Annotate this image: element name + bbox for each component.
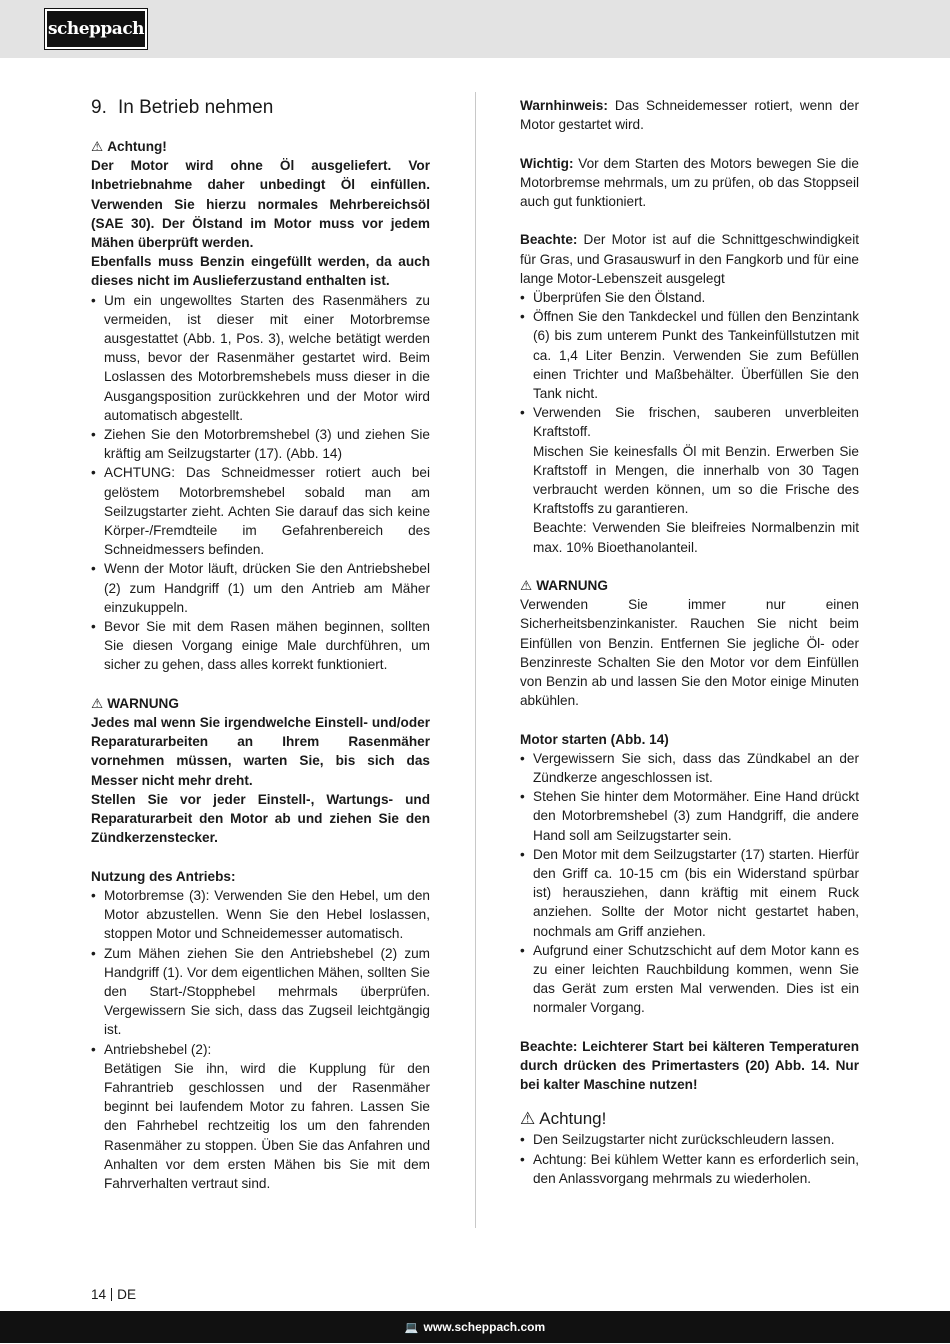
list-item (91, 1040, 430, 1194)
list-item: • Überprüfen Sie den Ölstand. (520, 288, 859, 307)
list-item: • Motorbremse (3): Verwenden Sie den Hebel, um den Motor abzustellen. Wenn Sie den Hebel loslassen, stoppen Motor und Schneidemesser automatisch. (91, 886, 430, 944)
bottom-bar (0, 1311, 950, 1343)
beachte-bullets (520, 288, 859, 557)
list-item: • Um ein ungewolltes Starten des Rasenmähers zu vermeiden, ist dieser mit einer Motorbremse ausgestattet (Abb. 1, Pos. 3), welche betätigt werden muss, bevor der Rasenmäher gestartet wird. Beim Loslassen des Motorbremshebels muss dieser in die Ausgangsposition zurückkehren und der Motor wird automatisch abgestellt. (91, 291, 430, 425)
wichtig-paragraph: Wichtig: Vor dem Starten des Motors bewegen Sie die Motorbremse mehrmals, um zu prüfen, ob das Stoppseil auch gut funktioniert. (520, 155, 859, 209)
achtung-text-1: Der Motor wird ohne Öl ausgeliefert. Vor Inbetriebnahme daher unbedingt Öl einfüllen. Verwenden Sie hierzu normales Mehrbereichsöl (SAE 30). Der Ölstand im Motor muss vor jedem Mähen überprüft werden. (91, 158, 430, 251)
list-item: • Den Seilzugstarter nicht zurückschleudern lassen. (520, 1130, 859, 1149)
warning-triangle-icon: ⚠ (520, 578, 533, 594)
list-item: • Öffnen Sie den Tankdeckel und füllen den Benzintank (6) bis zum unterem Punkt des Tankeinfüllstutzen mit ca. 1,4 Liter Benzin. Verwenden Sie zum Befüllen einen Trichter und Maßbehälter. Überfüllen Sie den Tank nicht. (520, 307, 859, 403)
antrieb-bullets (91, 886, 430, 1193)
warnhinweis-paragraph: Warnhinweis: Das Schneidemesser rotiert, wenn der Motor gestartet wird. (520, 98, 859, 133)
warnung-text-1: Jedes mal wenn Sie irgendwelche Einstell- und/oder Reparaturarbeiten an Ihrem Rasenmäher vornehmen müssen, warten Sie, bis sich das Messer nicht mehr dreht. (91, 715, 430, 788)
list-item: • Achtung: Bei kühlem Wetter kann es erforderlich sein, den Anlassvorgang mehrmals zu wiederholen. (520, 1150, 859, 1188)
beachte-paragraph: Beachte: Der Motor ist auf die Schnittgeschwindigkeit für Gras, und Grasauswurf in den Fangkorb und für eine lange Motor-Lebenszeit ausgelegt (520, 232, 859, 286)
warning-triangle-icon: ⚠ (91, 139, 104, 154)
warnung-heading: ⚠ WARNUNG (91, 694, 430, 713)
list-item: • Aufgrund einer Schutzschicht auf dem Motor kann es zu einer leichten Rauchbildung kommen, wenn Sie das Gerät zum ersten Mal verwenden. Dies ist ein normaler Vorgang. (520, 941, 859, 1018)
warnung-text: Verwenden Sie immer nur einen Sicherheitsbenzinkanister. Rauchen Sie nicht beim Einfüllen von Benzin. Entfernen Sie jegliche Öl- oder Benzinreste Schalten Sie den Motor vor dem Einfüllen von Benzin ab und lassen Sie den Motor einige Minuten abkühlen. (520, 597, 859, 709)
language-code: DE (117, 1287, 137, 1302)
list-item: • Bevor Sie mit dem Rasen mähen beginnen, sollten Sie diesen Vorgang einige Male durchführen, um sicher zu gehen, dass alles korrekt funktioniert. (91, 617, 430, 675)
warning-triangle-icon: ⚠ (520, 1109, 536, 1129)
list-item-head: • Antriebshebel (2): (104, 1041, 212, 1057)
achtung-bullets (520, 1130, 859, 1188)
warning-triangle-icon: ⚠ (91, 695, 104, 711)
list-item-body: Betätigen Sie ihn, wird die Kupplung für den Fahrantrieb geschlossen und der Rasenmäher beginnt bei laufendem Motor zu fahren. Lassen Sie den Fahrhebel rechtzeitig los um den fahrenden Rasenmäher zu stoppen. Üben Sie das Anfahren und Anhalten vor dem ersten Mähen bis Sie mit dem Fahrverhalten vertraut sind. (104, 1060, 430, 1191)
motor-bullets (520, 749, 859, 1018)
website-link[interactable]: www.scheppach.com (423, 1320, 546, 1334)
motor-starten-heading: Motor starten (Abb. 14) (520, 731, 669, 747)
scheppach-logo: scheppach (45, 9, 147, 49)
right-column (520, 96, 859, 1188)
list-item: • ACHTUNG: Das Schneidmesser rotiert auch bei gelöstem Motorbremshebel sobald man am Seilzugstarter zieht. Achten Sie darauf das sich keine Körper-/Fremdteile im Gefahrenbereich des Schneidmessers befinden. (91, 463, 430, 559)
column-divider (475, 92, 476, 1228)
achtung-heading: ⚠ Achtung! (91, 137, 430, 156)
footer-separator (111, 1288, 112, 1301)
achtung-heading-large: ⚠ Achtung! (520, 1109, 607, 1129)
computer-icon: 💻 (404, 1322, 419, 1334)
list-item: • Wenn der Motor läuft, drücken Sie den Antriebshebel (2) zum Handgriff (1) um den Antrieb am Mäher einzukuppeln. (91, 559, 430, 617)
start-bullets (91, 291, 430, 675)
section-title: 9. In Betrieb nehmen (91, 97, 274, 118)
page-number: 14 (91, 1287, 107, 1302)
list-item: • Verwenden Sie frischen, sauberen unverbleiten Kraftstoff. Mischen Sie keinesfalls Öl mit Benzin. Erwerben Sie Kraftstoff in Mengen, die innerhalb von 30 Tagen verbraucht werden können, um so die Frische des Kraftstoffs zu garantieren. Beachte: Verwenden Sie bleifreies Normalbenzin mit max. 10% Bioethanolanteil. (520, 403, 859, 557)
list-item: • Ziehen Sie den Motorbremshebel (3) und ziehen Sie kräftig am Seilzugstarter (17). (Abb. 14) (91, 425, 430, 463)
warnung-text-2: Stellen Sie vor jeder Einstell-, Wartungs- und Reparaturarbeit den Motor ab und ziehen Sie den Zündkerzenstecker. (91, 791, 430, 846)
list-item: • Vergewissern Sie sich, dass das Zündkabel an der Zündkerze angeschlossen ist. (520, 749, 859, 787)
warnung-heading: ⚠ WARNUNG (520, 576, 859, 595)
beachte-bold-note: Beachte: Leichterer Start bei kälteren Temperaturen durch drücken des Primertasters (20) Abb. 14. Nur bei kalter Maschine nutzen! (520, 1038, 859, 1093)
left-column (91, 96, 430, 1193)
header-bar (0, 0, 950, 58)
achtung-text-2: Ebenfalls muss Benzin eingefüllt werden, da auch dieses nicht im Auslieferzustand enthalten ist. (91, 254, 430, 289)
list-item: • Zum Mähen ziehen Sie den Antriebshebel (2) zum Handgriff (1). Vor dem eigentlichen Mähen, sollten Sie den Start-/Stopphebel mehrmals überprüfen. Vergewissern Sie sich, dass das Zugseil leichtgängig ist. (91, 944, 430, 1040)
antrieb-heading: Nutzung des Antriebs: (91, 868, 236, 884)
list-item: • Stehen Sie hinter dem Motormäher. Eine Hand drückt den Motorbremshebel (3) zum Handgriff, die andere Hand soll am Seilzugstarter sein. (520, 787, 859, 845)
page-footer (91, 1287, 136, 1302)
list-item: • Den Motor mit dem Seilzugstarter (17) starten. Hierfür den Griff ca. 10-15 cm (bis ein Widerstand spürbar ist) herausziehen, dann kräftig mit einem Ruck anziehen. Sollte der Motor nicht gestartet haben, nochmals am Griff anziehen. (520, 845, 859, 941)
